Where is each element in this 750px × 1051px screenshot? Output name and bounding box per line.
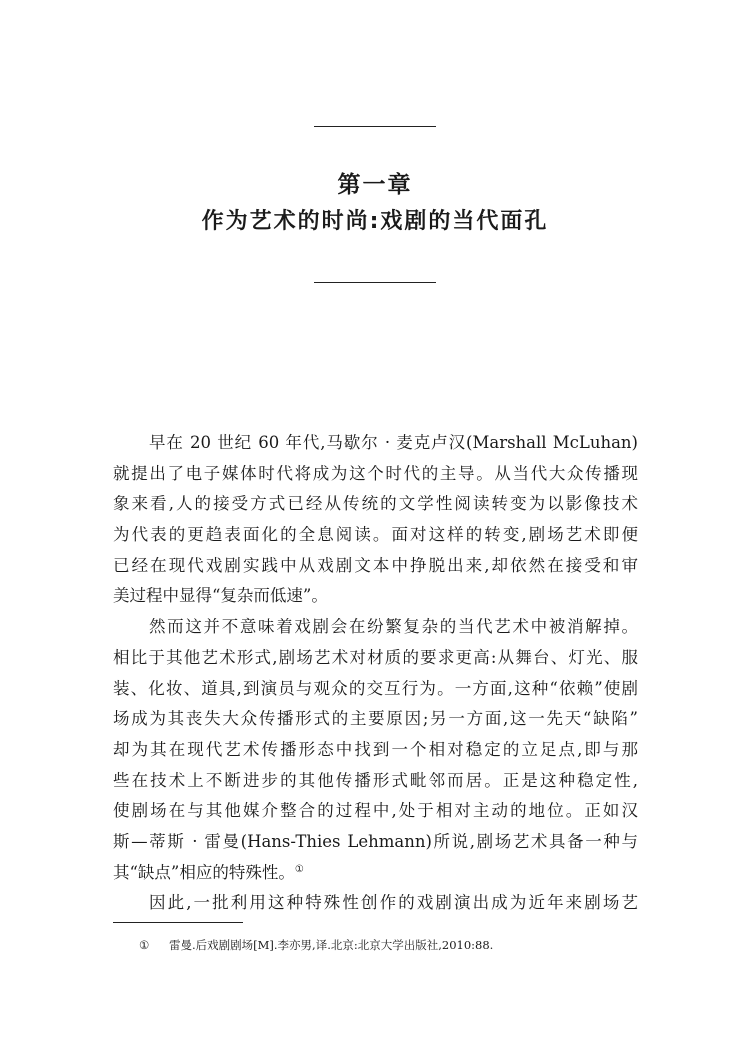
text-line: 场成为其丧失大众传播形式的主要原因;另一方面,这一先天“缺陷” <box>113 709 638 729</box>
text-line: 相比于其他艺术形式,剧场艺术对材质的要求更高:从舞台、灯光、服 <box>113 647 638 667</box>
chapter-number: 第一章 <box>337 172 413 198</box>
text-line: 却为其在现代艺术传播形态中找到一个相对稳定的立足点,即与那 <box>113 739 638 759</box>
footnote-separator <box>113 922 243 923</box>
text-line: 因此,一批利用这种特殊性创作的戏剧演出成为近年来剧场艺 <box>149 893 638 913</box>
text-line: 美过程中显得“复杂而低速”。 <box>113 586 328 606</box>
chapter-title: 作为艺术的时尚:戏剧的当代面孔 <box>201 209 549 234</box>
footnote-reference[interactable]: ① <box>294 863 304 875</box>
chapter-top-rule <box>314 126 436 127</box>
text-line: 早在 20 世纪 60 年代,马歇尔 · 麦克卢汉(Marshall McLuhan) <box>149 433 638 452</box>
text-line: 使剧场在与其他媒介整合的过程中,处于相对主动的地位。正如汉 <box>113 801 638 821</box>
body-text <box>113 428 638 919</box>
text-line: 就提出了电子媒体时代将成为这个时代的主导。从当代大众传播现 <box>113 463 638 483</box>
chapter-bottom-rule <box>314 282 436 283</box>
text-line: 斯—蒂斯 · 雷曼(Hans-Thies Lehmann)所说,剧场艺术具备一种与 <box>113 831 638 851</box>
footnote-text: 雷曼.后戏剧剧场[M].李亦男,译.北京:北京大学出版社,2010:88. <box>169 938 494 952</box>
text-line-with-footnote <box>113 858 638 889</box>
text-line: 些在技术上不断进步的其他传播形式毗邻而居。正是这种稳定性, <box>113 770 638 790</box>
text-line: 象来看,人的接受方式已经从传统的文学性阅读转变为以影像技术 <box>113 494 638 514</box>
text-line: 已经在现代戏剧实践中从戏剧文本中挣脱出来,却依然在接受和审 <box>113 555 638 575</box>
text-line-content: 其“缺点”相应的特殊性。 <box>113 862 295 882</box>
text-line: 为代表的更趋表面化的全息阅读。面对这样的转变,剧场艺术即便 <box>113 525 638 545</box>
text-line: 然而这并不意味着戏剧会在纷繁复杂的当代艺术中被消解掉。 <box>149 617 638 637</box>
footnote <box>139 936 639 954</box>
footnote-marker: ① <box>139 938 150 952</box>
text-line: 装、化妆、道具,到演员与观众的交互行为。一方面,这种“依赖”使剧 <box>113 678 638 698</box>
